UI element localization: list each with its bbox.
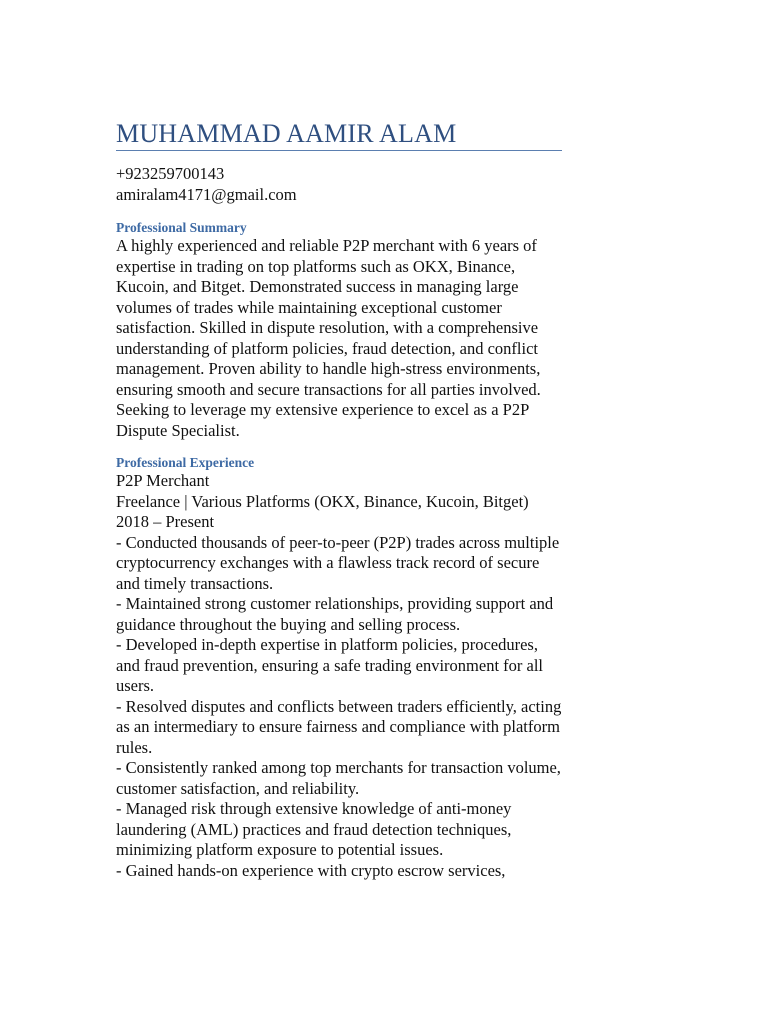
phone-number: +923259700143	[116, 164, 225, 183]
company-line: Freelance | Various Platforms (OKX, Binance, Kucoin, Bitget)	[116, 491, 529, 511]
job-title: P2P Merchant	[116, 471, 210, 490]
experience-bullet: - Resolved disputes and conflicts between traders efficiently, acting as an intermediary to ensure fairness and compliance with platform rules.	[116, 696, 562, 757]
summary-text: A highly experienced and reliable P2P merchant with 6 years of expertise in trading on top platforms such as OKX, Binance, Kucoin, and Bitget. Demonstrated success in managing large volumes of trades while maintaining exceptional customer satisfaction. Skilled in dispute resolution, with a comprehensive understanding of platform policies, fraud detection, and conflict management. Proven ability to handle high-stress environments, ensuring smooth and secure transactions for all parties involved. Seeking to leverage my extensive experience to excel as a P2P Dispute Specialist.	[116, 236, 541, 440]
experience-bullet: - Developed in-depth expertise in platform policies, procedures, and fraud prevention, ensuring a safe trading environment for all users.	[116, 635, 544, 695]
experience-entry	[116, 471, 562, 881]
experience-heading: Professional Experience	[116, 455, 255, 470]
header-divider	[116, 150, 562, 151]
email-address: amiralam4171@gmail.com	[116, 184, 297, 204]
job-dates: 2018 – Present	[116, 512, 215, 531]
experience-bullet: - Conducted thousands of peer-to-peer (P2P) trades across multiple cryptocurrency exchanges with a flawless track record of secure and timely transactions.	[116, 532, 560, 593]
summary-heading: Professional Summary	[116, 220, 247, 235]
contact-block	[116, 164, 562, 205]
experience-bullet: - Managed risk through extensive knowledge of anti-money laundering (AML) practices and fraud detection techniques, minimizing platform exposure to potential issues.	[116, 799, 512, 859]
resume-name: MUHAMMAD AAMIR ALAM	[116, 119, 457, 148]
experience-bullet: - Gained hands-on experience with crypto escrow services,	[116, 860, 506, 880]
experience-bullet: - Consistently ranked among top merchants for transaction volume, customer satisfaction, and reliability.	[116, 758, 561, 798]
resume-page	[116, 118, 562, 881]
experience-bullet: - Maintained strong customer relationships, providing support and guidance throughout the buying and selling process.	[116, 594, 554, 634]
